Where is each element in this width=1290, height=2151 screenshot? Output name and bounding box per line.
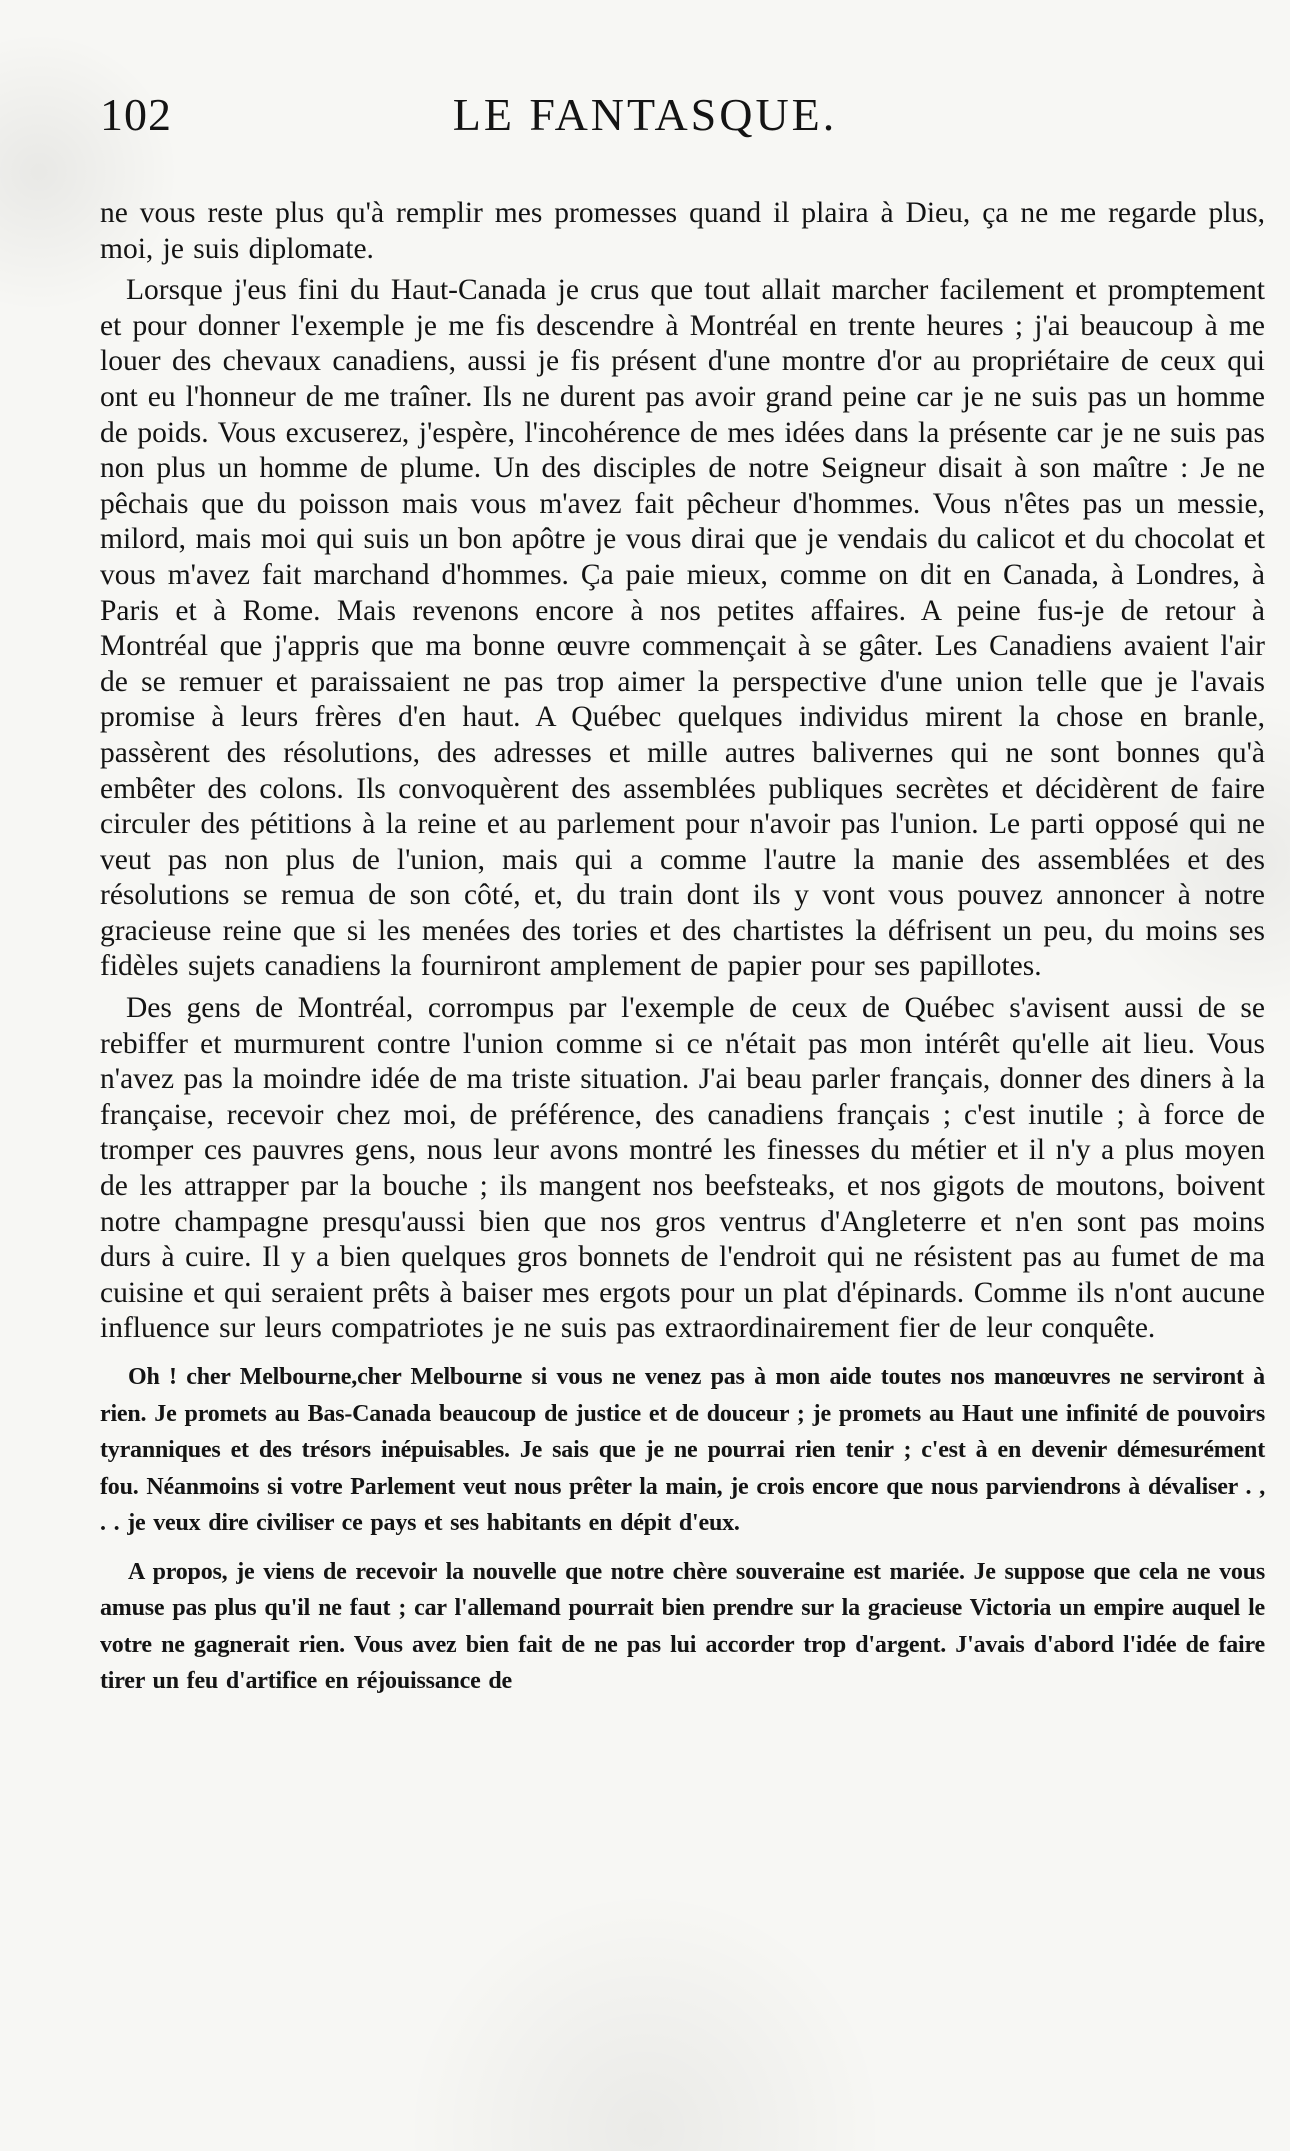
page-header — [100, 88, 1190, 148]
paragraph-continuation: ne vous reste plus qu'à remplir mes promesses quand il plaira à Dieu, ça ne me regarde plus, moi, je suis diplomate. — [100, 197, 1265, 265]
paragraph-des-gens: Des gens de Montréal, corrompus par l'exemple de ceux de Québec s'avisent aussi de se rebiffer et murmurent contre l'union comme si ce n'était pas mon intérêt qu'elle ait lieu. Vous n'avez pas la moindre idée de ma triste situation. J'ai beau parler français, donner des diners à la française, recevoir chez moi, de préférence, des canadiens français ; c'est inutile ; à force de tromper ces pauvres gens, nous leur avons montré les finesses du métier et il n'y a plus moyen de les attrapper par la bouche ; ils mangent nos beefsteaks, et nos gigots de moutons, boivent notre champagne presqu'aussi bien que nos gros ventrus d'Angleterre et n'en sont pas moins durs à cuire. Il y a bien quelques gros bonnets de l'endroit qui ne résistent pas au fumet de ma cuisine et qui seraient prêts à baiser mes ergots pour un plat d'épinards. Comme ils n'ont aucune influence sur leurs compatriotes je ne suis pas extraordinairement fier de leur conquête. — [100, 992, 1265, 1345]
page-number: 102 — [100, 89, 172, 140]
paragraph-lorsque: Lorsque j'eus fini du Haut-Canada je crus que tout allait marcher facilement et promptement et pour donner l'exemple je me fis descendre à Montréal en trente heures ; j'ai beaucoup à me louer des chevaux canadiens, aussi je fis présent d'une montre d'or au propriétaire de ceux qui ont eu l'honneur de me traîner. Ils ne durent pas avoir grand peine car je ne suis pas un homme de poids. Vous excuserez, j'espère, l'incohérence de mes idées dans la présente car je ne suis pas non plus un homme de plume. Un des disciples de notre Seigneur disait à son maître : Je ne pêchais que du poisson mais vous m'avez fait pêcheur d'hommes. Vous n'êtes pas un messie, milord, mais moi qui suis un bon apôtre je vous dirai que je vendais du calicot et du chocolat et vous m'avez fait marchand d'hommes. Ça paie mieux, comme on dit en Canada, à Londres, à Paris et à Rome. Mais revenons encore à nos petites affaires. A peine fus-je de retour à Montréal que j'appris que ma bonne œuvre commençait à se gâter. Les Canadiens avaient l'air de se remuer et paraissaient ne pas trop aimer la perspective d'une union telle que je l'avais promise à leurs frères d'en haut. A Québec quelques individus mirent la chose en branle, passèrent des résolutions, des adresses et mille autres balivernes qui ne sont bonnes qu'à embêter des colons. Ils convoquèrent des assemblées publiques secrètes et décidèrent de faire circuler des pétitions à la reine et au parlement pour n'avoir pas l'union. Le parti opposé qui ne veut pas non plus de l'union, mais qui a comme l'autre la manie des assemblées et des résolutions se remua de son côté, et, du train dont ils y vont vous pouvez annoncer à notre gracieuse reine que si les menées des tories et des chartistes la défrisent un peu, du moins ses fidèles sujets canadiens la fourniront amplement de papier pour ses papillotes. — [100, 274, 1265, 983]
large-type-section — [100, 196, 1265, 1347]
small-type-section — [100, 1359, 1265, 1700]
article-body — [100, 196, 1265, 1700]
paragraph-a-propos: A propos, je viens de recevoir la nouvelle que notre chère souveraine est mariée. Je suppose que cela ne vous amuse pas plus qu'il ne faut ; car l'allemand pourrait bien prendre sur la gracieuse Victoria un empire auquel le votre ne gagnerait rien. Vous avez bien fait de ne pas lui accorder trop d'argent. J'avais d'abord l'idée de faire tirer un feu d'artifice en réjouissance de — [100, 1558, 1265, 1694]
running-title: LE FANTASQUE. — [452, 89, 838, 140]
paragraph-melbourne: Oh ! cher Melbourne,cher Melbourne si vous ne venez pas à mon aide toutes nos manœuvres ne serviront à rien. Je promets au Bas-Canada beaucoup de justice et de douceur ; je promets au Haut une infinité de pouvoirs tyranniques et des trésors inépuisables. Je sais que je ne pourrai rien tenir ; c'est à en devenir démesurément fou. Néanmoins si votre Parlement veut nous prêter la main, je crois encore que nous parviendrons à dévaliser . , . . je veux dire civiliser ce pays et ses habitants en dépit d'eux. — [100, 1364, 1265, 1536]
